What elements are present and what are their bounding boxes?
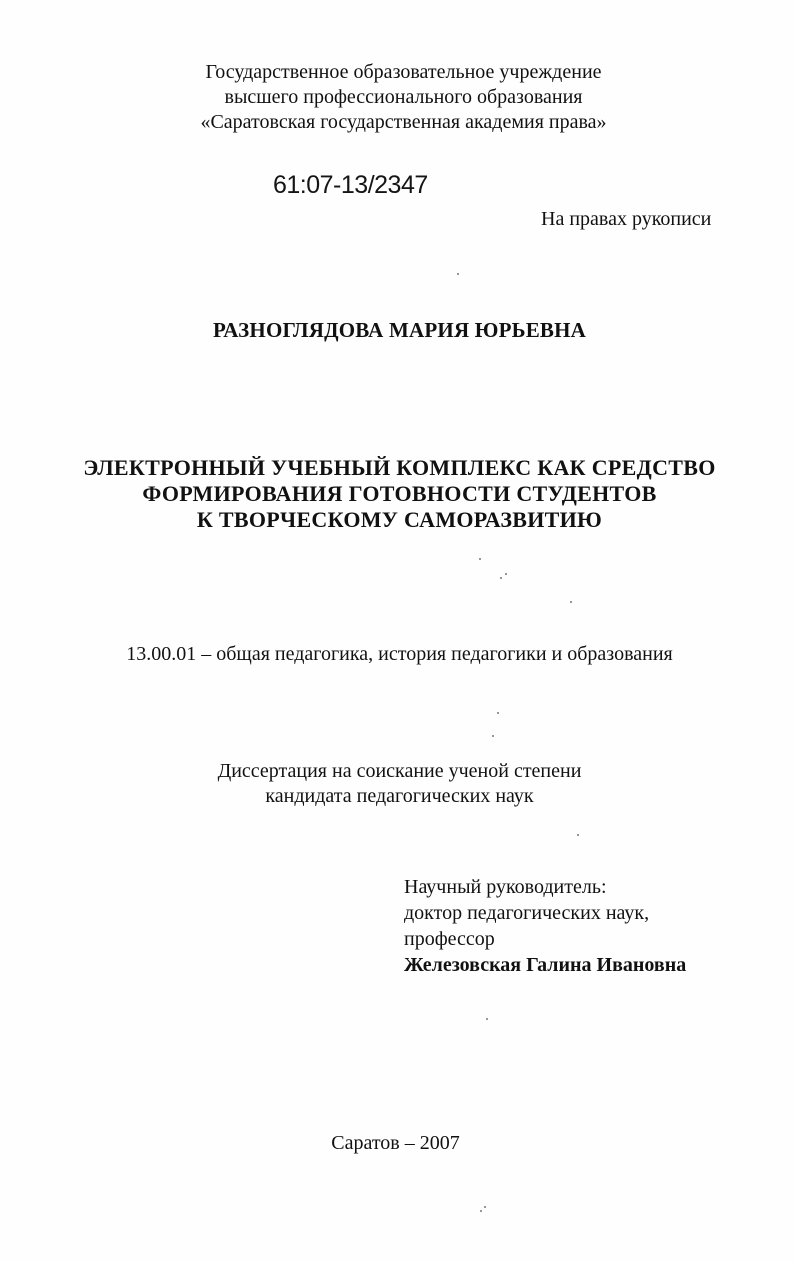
supervisor-name: Железовская Галина Ивановна (404, 954, 687, 976)
city-year: Саратов – 2007 (331, 1132, 460, 1154)
institution-line-2: высшего профессионального образования (224, 86, 583, 108)
scan-speck (457, 273, 459, 275)
supervisor-rank: профессор (404, 928, 495, 950)
manuscript-rights-note: На правах рукописи (541, 208, 712, 230)
title-line-2: ФОРМИРОВАНИЯ ГОТОВНОСТИ СТУДЕНТОВ (142, 481, 657, 506)
title-line-1: ЭЛЕКТРОННЫЙ УЧЕБНЫЙ КОМПЛЕКС КАК СРЕДСТВО (83, 455, 716, 480)
author-name: РАЗНОГЛЯДОВА МАРИЯ ЮРЬЕВНА (212, 318, 587, 342)
scan-speck (479, 558, 481, 560)
institution-line-1: Государственное образовательное учреждение (205, 61, 602, 83)
supervisor-block (404, 874, 686, 978)
degree-line-1: Диссертация на соискание ученой степени (217, 760, 582, 782)
degree-statement (2, 759, 795, 809)
dissertation-title (2, 455, 795, 533)
supervisor-degree: доктор педагогических наук, (404, 902, 650, 924)
scan-speck (505, 573, 507, 575)
scan-speck (500, 577, 502, 579)
institution-line-3: «Саратовская государственная академия права» (200, 111, 607, 133)
degree-line-2: кандидата педагогических наук (265, 785, 534, 807)
scan-speck (577, 834, 579, 836)
scan-speck (497, 712, 499, 714)
scan-speck (484, 1206, 486, 1208)
specialty-code: 13.00.01 – общая педагогика, история педагогики и образования (126, 643, 673, 665)
title-line-3: К ТВОРЧЕСКОМУ САМОРАЗВИТИЮ (196, 507, 603, 532)
scan-speck (492, 735, 494, 737)
institution-header (6, 60, 795, 135)
supervisor-label: Научный руководитель: (404, 876, 607, 898)
scan-speck (570, 601, 572, 603)
scan-speck (486, 1018, 488, 1020)
scan-speck (480, 1210, 482, 1212)
registration-number-stamp: 61:07-13/2347 (273, 171, 428, 199)
